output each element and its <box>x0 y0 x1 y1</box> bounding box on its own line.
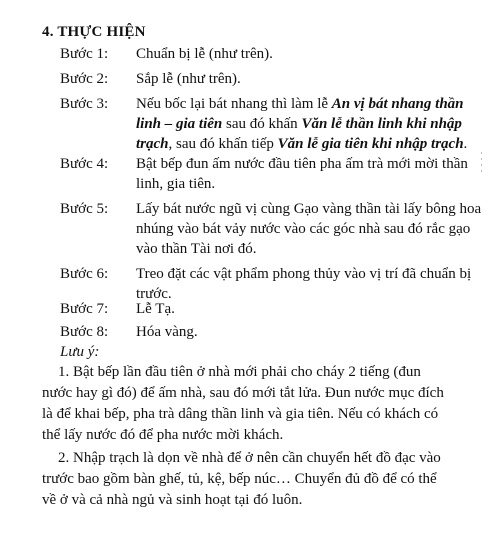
note-paragraph-1-line-1: 1. Bật bếp lần đầu tiên ở nhà mới phải cho cháy 2 tiếng (đun <box>58 364 421 380</box>
step-text-emphasis: Văn lễ thần linh khi nhập <box>301 116 462 132</box>
step-label: Bước 7: <box>60 301 109 317</box>
step-text-emphasis: linh – gia tiên <box>136 116 223 132</box>
note-paragraph-1-line-3: là để khai bếp, pha trà dâng thần linh và gia tiên. Nếu có khách có <box>42 406 439 422</box>
note-paragraph-1-line-4: thể lấy nước đó để pha nước mời khách. <box>42 427 284 443</box>
step-text: Sắp lễ (như trên). <box>136 71 241 87</box>
step-text: . <box>463 136 468 152</box>
step-label: Bước 1: <box>60 46 109 62</box>
step-text-emphasis: An vị bát nhang thần <box>331 96 464 112</box>
step-text: Lấy bát nước ngũ vị cùng Gạo vàng thần tài lấy bông hoa <box>136 201 482 217</box>
note-paragraph-2-line-2: trước bao gồm bàn ghế, tủ, kệ, bếp núc… Chuyển đủ đồ để có thể <box>42 471 437 487</box>
step-text: Nếu bốc lại bát nhang thì làm lễ <box>136 96 332 112</box>
step-label: Bước 2: <box>60 71 109 87</box>
section-heading: 4. THỰC HIỆN <box>42 24 146 40</box>
step-6-line-2: trước. <box>136 286 172 302</box>
note-paragraph-2-line-3: về ở và cả nhà ngủ và sinh hoạt tại đó luôn. <box>42 492 303 508</box>
step-label: Bước 5: <box>60 201 109 217</box>
step-3-line-2 <box>136 114 462 134</box>
step-3 <box>60 94 464 114</box>
step-label: Bước 3: <box>60 96 109 112</box>
step-1 <box>60 44 273 64</box>
step-text: Chuẩn bị lễ (như trên). <box>136 46 273 62</box>
step-text: , sau đó khấn tiếp <box>168 136 278 152</box>
step-text-emphasis: Văn lễ gia tiên khi nhập trạch <box>277 136 464 152</box>
margin-marks <box>481 152 483 180</box>
step-7 <box>60 299 175 319</box>
step-3-line-3 <box>136 134 467 154</box>
note-title: Lưu ý: <box>60 344 100 360</box>
step-8 <box>60 322 198 342</box>
note-paragraph-1-line-2: nước hay gì đó) để ấm nhà, sau đó mới tắt lửa. Đun nước mục đích <box>42 385 444 401</box>
step-6 <box>60 264 471 284</box>
step-text-emphasis: trạch <box>136 136 169 152</box>
step-label: Bước 8: <box>60 324 109 340</box>
step-5-line-2: nhúng vào bát vảy nước vào các góc nhà sau đó rắc gạo <box>136 221 471 237</box>
step-text: sau đó khấn <box>222 116 302 132</box>
step-text: Lễ Tạ. <box>136 301 175 317</box>
step-4 <box>60 154 468 174</box>
step-label: Bước 6: <box>60 266 109 282</box>
step-5-line-3: vào thần Tài nơi đó. <box>136 241 257 257</box>
step-5 <box>60 199 481 219</box>
step-4-line-2: linh, gia tiên. <box>136 176 216 192</box>
step-text: Treo đặt các vật phẩm phong thủy vào vị trí đã chuẩn bị <box>136 266 472 282</box>
step-2 <box>60 69 241 89</box>
step-text: Bật bếp đun ấm nước đầu tiên pha ấm trà mới mời thần <box>136 156 468 172</box>
note-paragraph-2-line-1: 2. Nhập trạch là dọn về nhà để ở nên cần chuyển hết đồ đạc vào <box>58 450 441 466</box>
step-label: Bước 4: <box>60 156 109 172</box>
step-text: Hóa vàng. <box>136 324 198 340</box>
